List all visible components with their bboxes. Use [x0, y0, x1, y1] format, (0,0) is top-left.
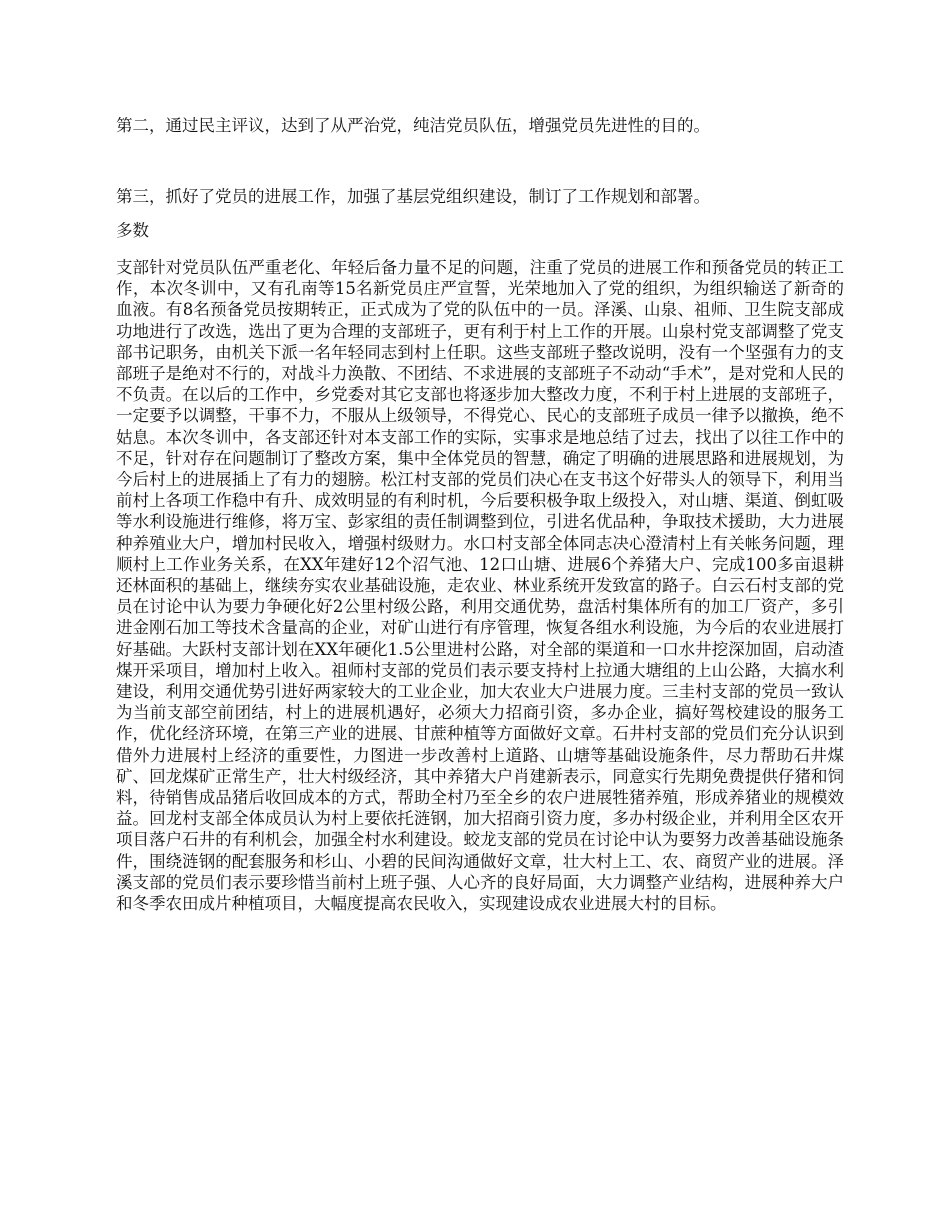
paragraph-fragment: 多数 [116, 221, 149, 240]
paragraph-body: 支部针对党员队伍严重老化、年轻后备力量不足的问题，注重了党员的进展工作和预备党员的转正工作，本次冬训中，又有孔南等15名新党员庄严宣誓，光荣地加入了党的组织，为组织输送了新奇的血液。有8名预备党员按期转正，正式成为了党的队伍中的一员。泽溪、山泉、祖师、卫生院支部成功地进行了改选，选出了更为合理的支部班子，更有利于村上工作的开展。山泉村党支部调整了党支部书记职务，由机关下派一名年轻同志到村上任职。这些支部班子整改说明，没有一个坚强有力的支部班子是绝对不行的，对战斗力涣散、不团结、不求进展的支部班子不动动“手术”，是对党和人民的不负责。在以后的工作中，乡党委对其它支部也将逐步加大整改力度，不利于村上进展的支部班子，一定要予以调整，干事不力，不服从上级领导，不得党心、民心的支部班子成员一律予以撤换，绝不姑息。本次冬训中，各支部还针对本支部工作的实际，实事求是地总结了过去，找出了以往工作中的不足，针对存在问题制订了整改方案，集中全体党员的智慧，确定了明确的进展思路和进展规划，为今后村上的进展插上了有力的翅膀。松江村支部的党员们决心在支书这个好带头人的领导下，利用当前村上各项工作稳中有升、成效明显的有利时机，今后要积极争取上级投入，对山塘、渠道、倒虹吸等水利设施进行维修，将万宝、彭家组的责任制调整到位，引进名优品种，争取技术援助，大力进展种养殖业大户，增加村民收入，增强村级财力。水口村支部全体同志决心澄清村上有关帐务问题，理顺村上工作业务关系，在XX年建好12个沼气池、12口山塘、进展6个养猪大户、完成100多亩退耕还林面积的基础上，继续夯实农业基础设施，走农业、林业系统开发致富的路子。白云石村支部的党员在讨论中认为要力争硬化好2公里村级公路，利用交通优势，盘活村集体所有的加工厂资产，多引进金刚石加工等技术含量高的企业，对矿山进行有序管理，恢复各组水利设施，为今后的农业进展打好基础。大跃村支部计划在XX年硬化1.5公里进村公路，对全部的渠道和一口水井挖深加固，启动渣煤开采项目，增加村上收入。祖师村支部的党员们表示要支持村上拉通大塘组的上山公路，大搞水利建设，利用交通优势引进好两家较大的工业企业，加大农业大户进展力度。三圭村支部的党员一致认为当前支部空前团结，村上的进展机遇好，必须大力招商引资，多办企业，搞好驾校建设的服务工作，优化经济环境，在第三产业的进展、甘蔗种植等方面做好文章。石井村支部的党员们充分认识到借外力进展村上经济的重要性，力图进一步改善村上道路、山塘等基础设施条件，尽力帮助石井煤矿、回龙煤矿正常生产，壮大村级经济，其中养猪大户肖建新表示，同意实行先期免费提供仔猪和饲料，待销售成品猪后收回成本的方式，帮助全村乃至全乡的农户进展牲猪养殖，形成养猪业的规模效益。回龙村支部全体成员认为村上要依托涟钢，加大招商引资力度，多办村级企业，并利用全区农开项目落户石井的有利机会，加强全村水利建设。蛟龙支部的党员在讨论中认为要努力改善基础设施条件，围绕涟钢的配套服务和杉山、小碧的民间沟通做好文章，壮大村上工、农、商贸产业的进展。泽溪支部的党员们表示要珍惜当前村上班子强、人心齐的良好局面，大力调整产业结构，进展种养大户和冬季农田成片种植项目，大幅度提高农民收入，实现建设成农业进展大村的目标。 [116, 258, 844, 914]
paragraph-second-point: 第二，通过民主评议，达到了从严治党，纯洁党员队伍，增强党员先进性的目的。 [116, 116, 710, 135]
paragraph-third-point: 第三，抓好了党员的进展工作，加强了基层党组织建设，制订了工作规划和部署。 [116, 187, 710, 206]
